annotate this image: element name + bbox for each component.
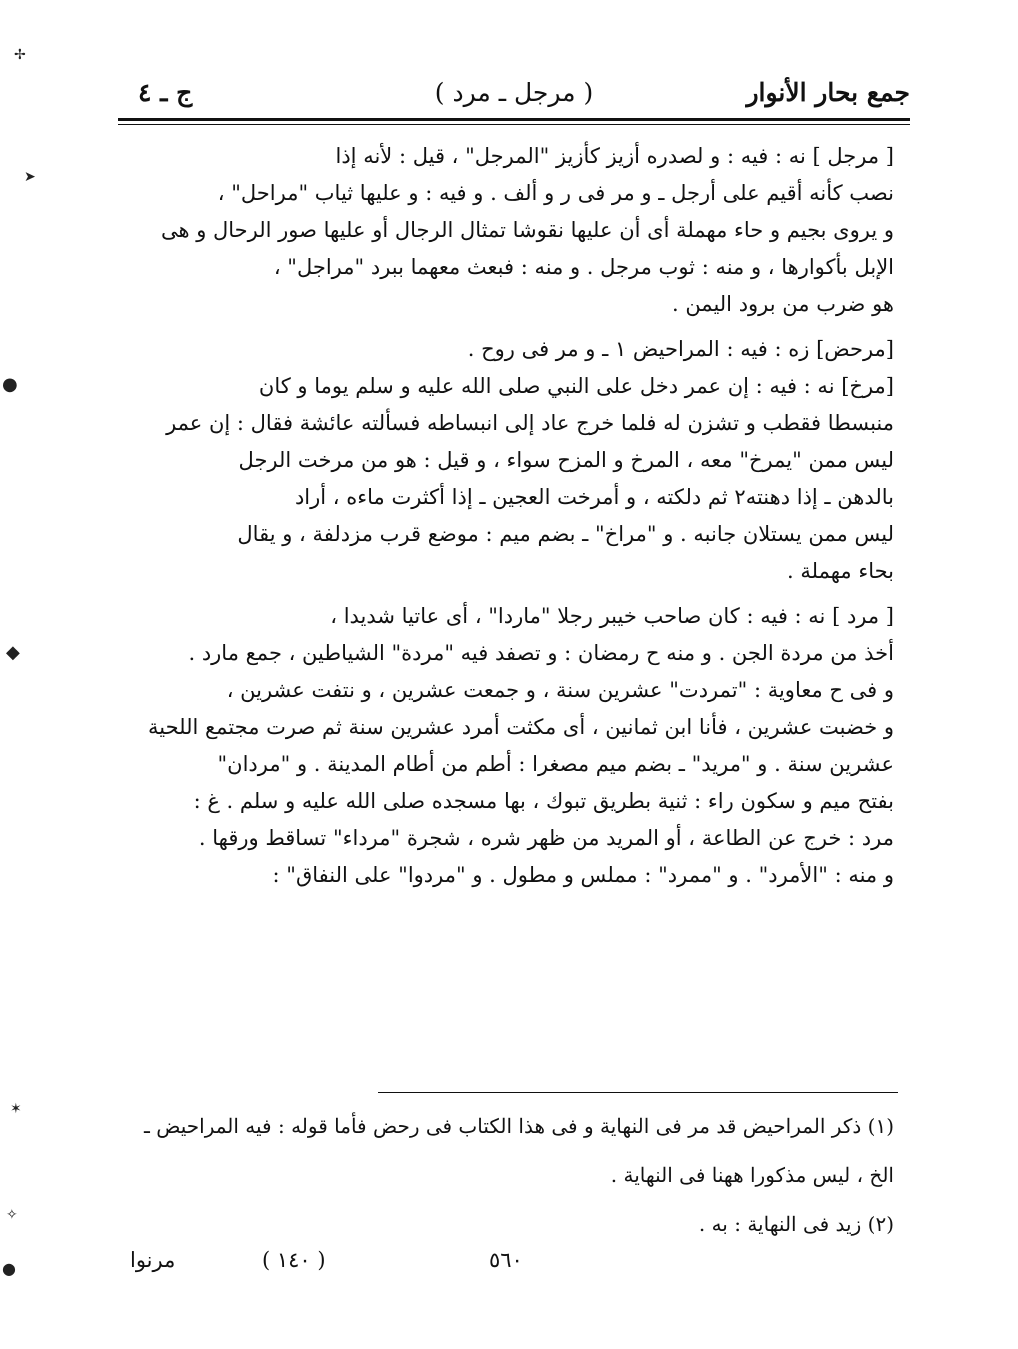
paragraph-gap xyxy=(122,323,894,331)
volume-number: ج ـ ٤ xyxy=(138,78,193,107)
paragraph-gap xyxy=(122,590,894,598)
text-line: أخذ من مردة الجن . و منه ح رمضان : و تصفد فيه "مردة" الشياطين ، جمع مارد . xyxy=(188,641,894,665)
footnote-rule xyxy=(378,1092,898,1093)
scan-speck-icon: ✢ xyxy=(14,47,26,63)
footnote-line: (٢) زيد فى النهاية : به . xyxy=(698,1212,894,1236)
text-line: [ مرد ] نه : فيه : كان صاحب خيبر رجلا "ماردا" ، أى عاتيا شديدا ، xyxy=(330,604,894,628)
footnotes xyxy=(118,1102,894,1249)
text-line: مرد : خرج عن الطاعة ، أو المريد من ظهر شره ، شجرة "مرداء" تساقط ورقها . xyxy=(198,826,894,850)
signature-mark: مرنوا xyxy=(130,1248,176,1272)
footnote-line: الخ ، ليس مذكورا ههنا فى النهاية . xyxy=(610,1163,894,1187)
text-line: بحاء مهملة . xyxy=(787,559,894,583)
header-rule-thin xyxy=(118,124,910,125)
main-text xyxy=(122,138,894,894)
scan-speck-icon: ● xyxy=(2,1259,16,1278)
text-line: [مرحض] زه : فيه : المراحيض ١ ـ و مر فى روح . xyxy=(467,337,894,361)
scan-speck-icon: ✧ xyxy=(6,1207,18,1223)
scan-speck-icon: ➤ xyxy=(24,169,36,185)
page-number: ٥٦٠ xyxy=(489,1248,523,1272)
entry-range: ( مرجل ـ مرد ) xyxy=(434,78,594,107)
text-line: الإبل بأكوارها ، و منه : ثوب مرجل . و منه : فبعث معهما ببرد "مراجل" ، xyxy=(273,255,894,279)
text-line: هو ضرب من برود اليمن . xyxy=(671,292,894,316)
text-line: [ مرجل ] نه : فيه : و لصدره أزيز كأزيز "المرجل" ، قيل : لأنه إذا xyxy=(335,144,894,168)
text-line: [مرخ] نه : فيه : إن عمر دخل على النبي صلى الله عليه و سلم يوما و كان xyxy=(258,374,894,398)
original-page-number: ( ١٤٠ ) xyxy=(262,1248,326,1272)
text-line: بالدهن ـ إذا دهنته٢ ثم دلكته ، و أمرخت العجين ـ إذا أكثرت ماءه ، أراد xyxy=(294,485,894,509)
text-line: و خضبت عشرين ، فأنا ابن ثمانين ، أى مكثت أمرد عشرين سنة ثم صرت مجتمع اللحية xyxy=(147,715,894,739)
scan-speck-icon: ● xyxy=(2,374,18,395)
text-line: بفتح ميم و سكون راء : ثنية بطريق تبوك ، بها مسجده صلى الله عليه و سلم . غ : xyxy=(193,789,894,813)
text-line: و فى ح معاوية : "تمردت" عشرين سنة ، و جمعت عشرين ، و نتفت عشرين ، xyxy=(226,678,894,702)
text-line: ليس ممن "يمرخ" معه ، المرخ و المزح سواء ، و قيل : هو من مرخت الرجل xyxy=(238,448,894,472)
running-header xyxy=(118,78,910,118)
text-line: ليس ممن يستلان جانبه . و "مراخ" ـ بضم ميم : موضع قرب مزدلفة ، و يقال xyxy=(237,522,894,546)
text-line: و يروى بجيم و حاء مهملة أى أن عليها نقوشا تمثال الرجال أو عليها صور الرحال و هى xyxy=(160,218,894,242)
header-rule xyxy=(118,118,910,121)
text-line: و منه : "الأمرد" . و "ممرد" : مملس و مطول . و "مردوا" على النفاق" : xyxy=(272,863,894,887)
text-line: منبسطا فقطب و تشزن له فلما خرج عاد إلى انبساطه فسألته عائشة فقال : إن عمر xyxy=(166,411,894,435)
scan-speck-icon: ◆ xyxy=(6,642,20,663)
scan-speck-icon: ✶ xyxy=(10,1101,22,1117)
book-title: جمع بحار الأنوار xyxy=(746,78,910,107)
footnote-line: (١) ذكر المراحيض قد مر فى النهاية و فى هذا الكتاب فى رحض فأما قوله : فيه المراحيض ـ xyxy=(144,1114,894,1138)
text-line: نصب كأنه أقيم على أرجل ـ و مر فى ر و ألف . و فيه : و عليها ثياب "مراحل" ، xyxy=(217,181,894,205)
text-line: عشرين سنة . و "مريد" ـ بضم ميم مصغرا : أطم من أطام المدينة . و "مردان" xyxy=(217,752,894,776)
